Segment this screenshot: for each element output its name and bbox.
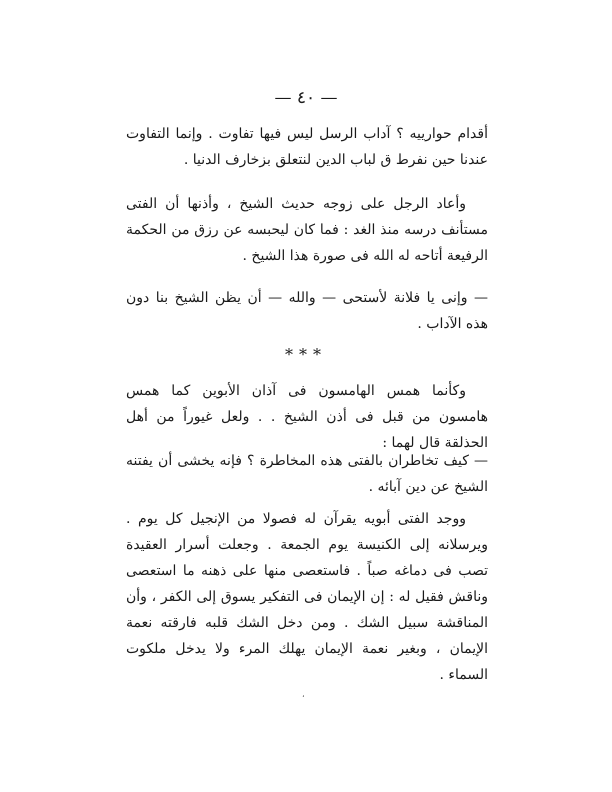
paragraph-4	[126, 378, 488, 456]
paragraph-text: ووجد الفتى أبويه يقرآن له فصولا من الإنجيل كل يوم . ويرسلانه إلى الكنيسة يوم الجمعة . وجعلت أسرار العقيدة تصب فى دماغه صباً . فاستعصى منها على ذهنه ما استعصى وناقش فقيل له : إن الإيمان فى التفكير يسوق إلى الكفر ، وأن المناقشة سبيل الشك . ومن دخل الشك قلبه فارقته نعمة الإيمان ، وبغير نعمة الإيمان يهلك المرء ولا يدخل ملكوت السماء .	[126, 511, 488, 683]
page-number: — ٤٠ —	[274, 88, 338, 108]
paragraph-text: وأعاد الرجل على زوجه حديث الشيخ ، وأذنها أن الفتى مستأنف درسه منذ الغد : فما كان ليحبسه عن رزق من الحكمة الرفيعة أتاحه له الله فى صورة هذا الشيخ .	[126, 196, 488, 264]
paragraph-text: وكأنما همس الهامسون فى آذان الأبوين كما همس هامسون من قبل فى أذن الشيخ . . ولعل غيوراً من أهل الحذلقة قال لهما :	[126, 383, 488, 451]
paragraph-5	[126, 448, 488, 500]
paragraph-text: — وإنى يا فلانة لأستحى — والله — أن يظن الشيخ بنا دون هذه الآداب .	[126, 290, 488, 332]
paragraph-6	[126, 506, 488, 688]
paragraph-3	[126, 285, 488, 337]
paragraph-1	[126, 121, 488, 173]
footer-mark: ،	[302, 690, 305, 699]
paragraph-text: أقدام حوارييه ؟ آداب الرسل ليس فيها تفاوت . وإنما التفاوت عندنا حين نفرط ق لباب الدين لنتعلق بزخارف الدنيا .	[126, 126, 488, 168]
paragraph-2	[126, 191, 488, 269]
paragraph-text: — كيف تخاطران بالفتى هذه المخاطرة ؟ فإنه يخشى أن يفتنه الشيخ عن دين آبائه .	[126, 453, 488, 495]
section-separator: ***	[285, 345, 327, 364]
